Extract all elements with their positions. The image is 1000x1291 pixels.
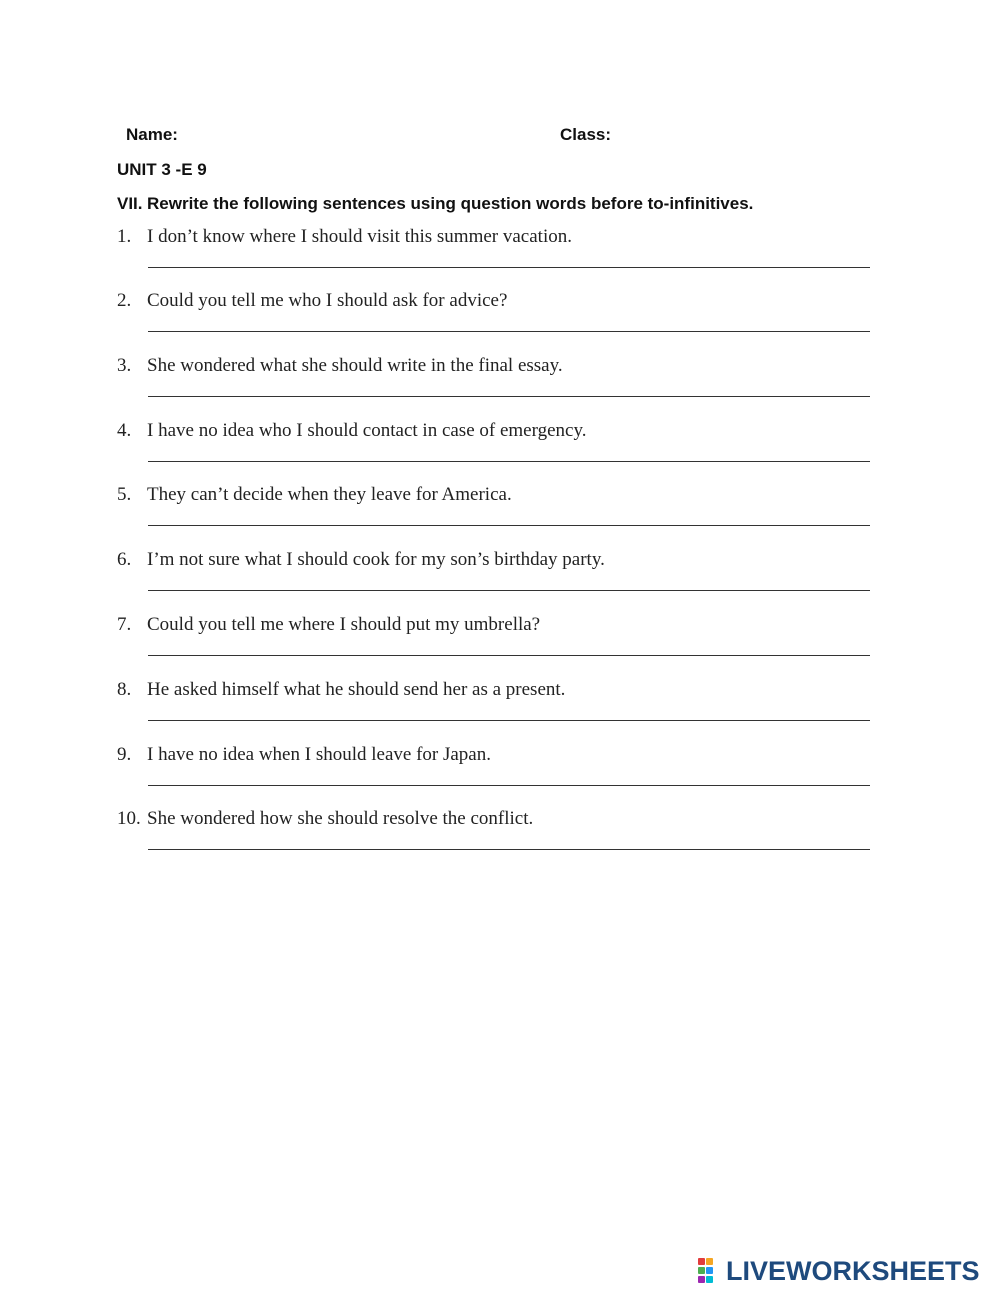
name-label: Name: — [126, 125, 178, 144]
question-item — [0, 808, 1000, 872]
liveworksheets-logo[interactable] — [698, 1256, 980, 1286]
liveworksheets-logo-icon — [698, 1258, 722, 1284]
answer-line[interactable] — [148, 396, 870, 397]
question-number: 2. — [117, 290, 132, 311]
answer-line[interactable] — [148, 461, 870, 462]
question-number: 3. — [117, 355, 132, 376]
answer-line[interactable] — [148, 849, 870, 850]
question-number: 1. — [117, 226, 132, 247]
answer-line[interactable] — [148, 525, 870, 526]
exercise-numeral: VII. — [117, 194, 143, 213]
question-item — [0, 484, 1000, 548]
answer-line[interactable] — [148, 590, 870, 591]
question-item — [0, 549, 1000, 613]
question-number: 7. — [117, 614, 132, 635]
question-item — [0, 679, 1000, 743]
question-number: 10. — [117, 808, 141, 829]
question-text: I have no idea when I should leave for Japan. — [147, 744, 491, 765]
unit-title: UNIT 3 -E 9 — [117, 160, 207, 179]
question-item — [0, 420, 1000, 484]
question-item — [0, 614, 1000, 678]
question-number: 4. — [117, 420, 132, 441]
question-text: I’m not sure what I should cook for my son’s birthday party. — [147, 549, 605, 570]
question-text: Could you tell me where I should put my umbrella? — [147, 614, 541, 635]
logo-text: LIVEWORKSHEETS — [726, 1255, 980, 1286]
question-number: 5. — [117, 484, 132, 505]
question-number: 6. — [117, 549, 132, 570]
question-text: She wondered what she should write in the final essay. — [147, 355, 563, 376]
question-text: I have no idea who I should contact in case of emergency. — [147, 420, 587, 441]
answer-line[interactable] — [148, 785, 870, 786]
question-item — [0, 355, 1000, 419]
question-item — [0, 226, 1000, 290]
question-number: 8. — [117, 679, 132, 700]
question-text: She wondered how she should resolve the conflict. — [147, 808, 534, 829]
question-item — [0, 290, 1000, 354]
question-text: He asked himself what he should send her as a present. — [147, 679, 566, 700]
question-text: They can’t decide when they leave for America. — [147, 484, 512, 505]
answer-line[interactable] — [148, 655, 870, 656]
answer-line[interactable] — [148, 267, 870, 268]
question-text: Could you tell me who I should ask for advice? — [147, 290, 508, 311]
instruction-text: Rewrite the following sentences using question words before to-infinitives. — [147, 194, 754, 213]
class-label: Class: — [560, 125, 612, 144]
question-number: 9. — [117, 744, 132, 765]
answer-line[interactable] — [148, 331, 870, 332]
answer-line[interactable] — [148, 720, 870, 721]
question-text: I don’t know where I should visit this summer vacation. — [147, 226, 572, 247]
question-item — [0, 744, 1000, 808]
exercise-instruction — [117, 194, 753, 214]
